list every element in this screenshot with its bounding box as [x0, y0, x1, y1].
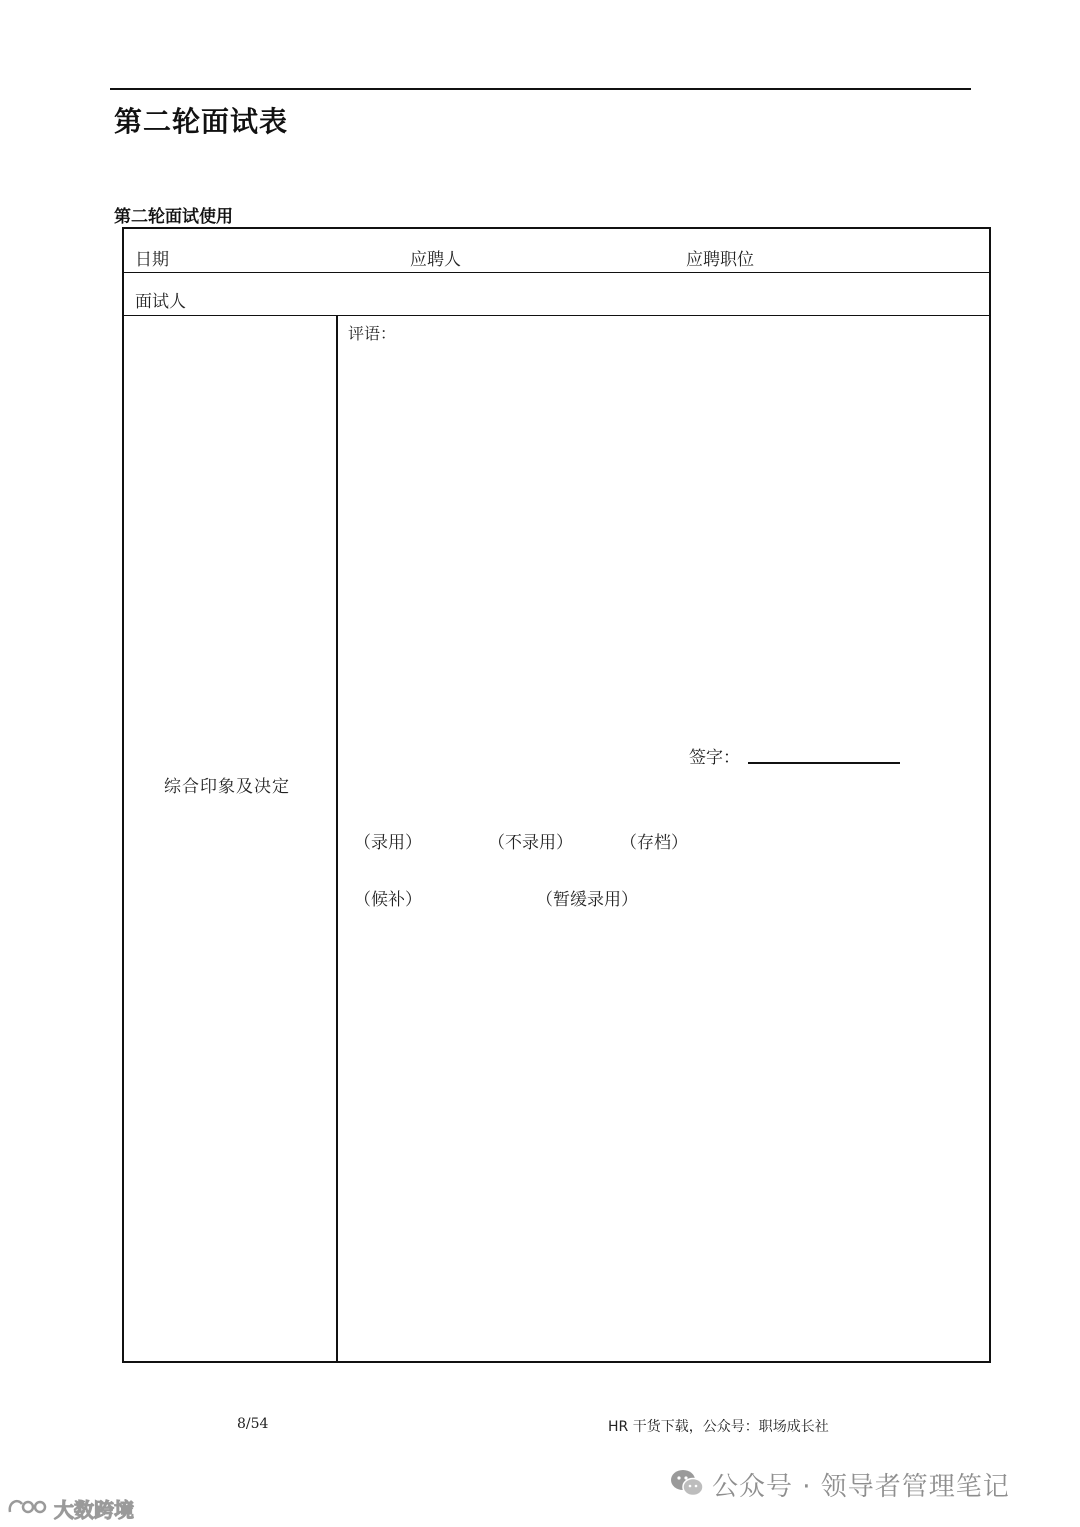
interview-form-table [122, 227, 991, 1363]
signature-label: 签字： [689, 748, 740, 768]
document-title: 第二轮面试表 [114, 105, 289, 138]
option-deferred: （暂缓录用） [536, 890, 638, 910]
brand-logo-icon [6, 1496, 48, 1522]
corner-watermark [6, 1494, 134, 1523]
section-title: 第二轮面试使用 [114, 207, 233, 227]
page-number: 8/54 [237, 1416, 269, 1432]
wechat-logo-icon [670, 1468, 704, 1502]
option-archive: （存档） [620, 833, 688, 853]
column-divider [336, 316, 338, 1361]
option-standby: （候补） [354, 890, 422, 910]
option-reject: （不录用） [488, 833, 573, 853]
interviewer-label: 面试人 [135, 292, 186, 312]
position-label: 应聘职位 [686, 250, 754, 270]
option-hire: （录用） [354, 833, 422, 853]
decision-label: 综合印象及决定 [164, 777, 290, 797]
date-label: 日期 [135, 250, 169, 270]
wechat-watermark [670, 1466, 1010, 1503]
applicant-label: 应聘人 [410, 250, 461, 270]
signature-line [748, 762, 900, 764]
corner-logo-text: 大数跨境 [54, 1498, 134, 1522]
footer-note: HR 干货下载，公众号：职场成长社 [608, 1419, 829, 1435]
wechat-account-text: 公众号 · 领导者管理笔记 [712, 1472, 1010, 1502]
header-rule [110, 88, 971, 90]
comment-label: 评语： [348, 324, 397, 343]
form-row-interviewer [124, 273, 989, 316]
form-row-basic-info [124, 229, 989, 273]
